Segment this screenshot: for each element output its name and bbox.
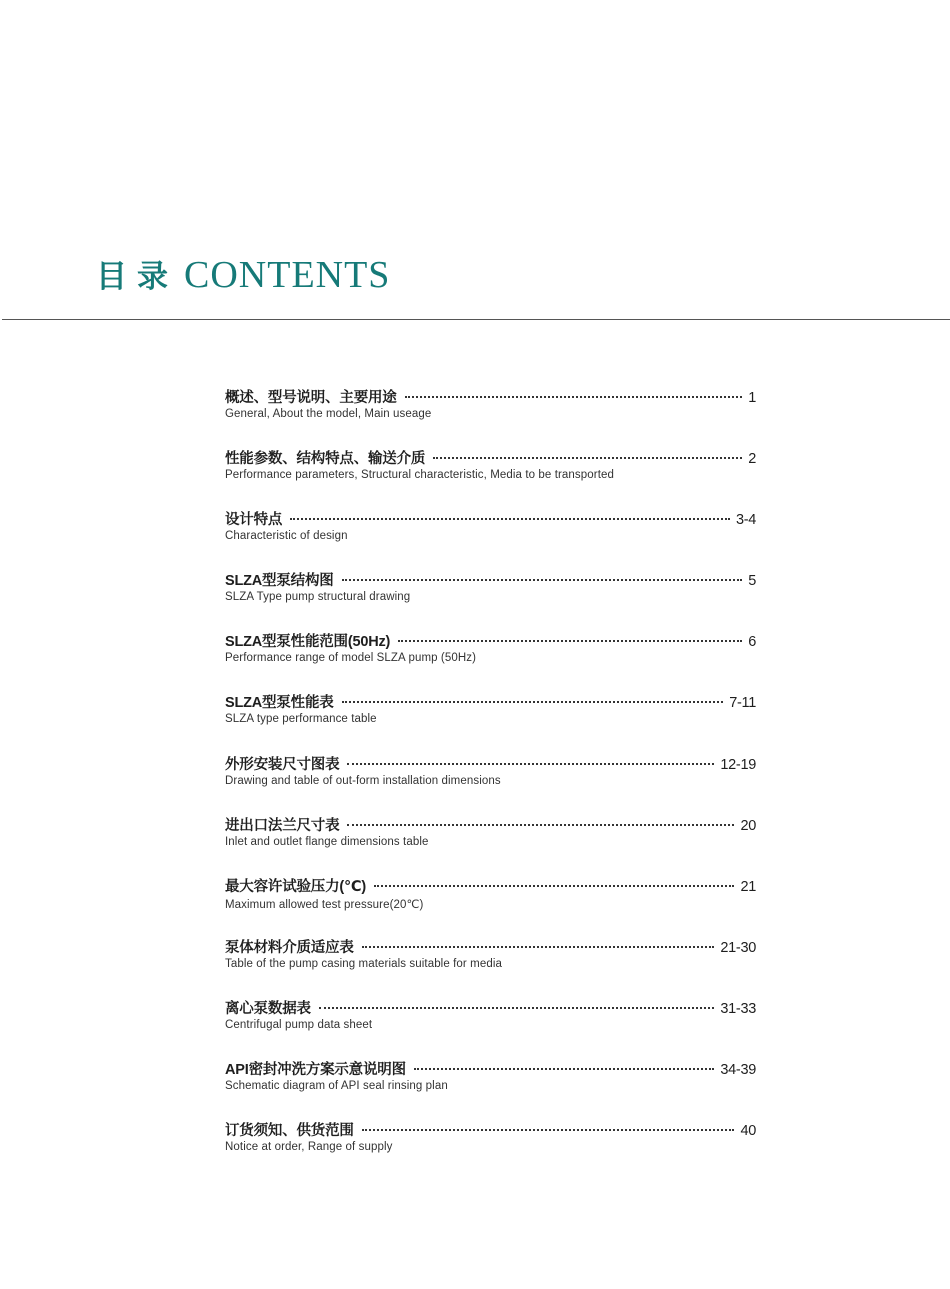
toc-entry[interactable] [225,386,756,447]
toc-entry[interactable] [225,508,756,569]
toc-entry-subtitle: Characteristic of design [225,530,348,543]
dot-leader [347,763,714,765]
table-of-contents [225,386,756,1180]
toc-entry-line [225,1119,756,1139]
dot-leader [362,1129,735,1131]
toc-entry-line [225,630,756,650]
toc-entry[interactable] [225,814,756,875]
dot-leader [342,579,743,581]
toc-entry-subtitle: Performance parameters, Structural characteristic, Media to be transported [225,469,614,482]
toc-entry-subtitle: General, About the model, Main useage [225,408,432,420]
toc-entry[interactable] [225,569,756,630]
toc-entry-subtitle: Table of the pump casing materials suitable for media [225,957,502,970]
toc-entry-title: 设计特点 [225,512,283,529]
toc-entry-subtitle: Notice at order, Range of supply [225,1141,393,1154]
dot-leader [347,824,734,826]
dot-leader [398,640,742,642]
toc-entry-subtitle: SLZA type performance table [225,713,377,726]
toc-entry-page-number: 21-30 [720,939,756,956]
toc-entry-page-number: 21 [740,878,756,895]
dot-leader [362,946,715,948]
toc-entry-line [225,814,756,834]
dot-leader [374,885,734,887]
toc-entry[interactable] [225,1119,756,1180]
toc-entry-page-number: 1 [748,390,756,406]
toc-entry-page-number: 40 [740,1123,756,1140]
toc-entry-title: API密封冲洗方案示意说明图 [225,1062,406,1079]
toc-entry-line [225,447,756,467]
toc-entry-title: 泵体材料介质适应表 [225,939,354,956]
toc-entry-title: 进出口法兰尺寸表 [225,817,340,834]
toc-entry-subtitle: Inlet and outlet flange dimensions table [225,835,429,848]
title-divider [2,319,950,320]
toc-entry[interactable] [225,691,756,752]
page-title-cn: 目录 [96,259,178,295]
toc-entry[interactable] [225,630,756,691]
toc-entry-line [225,1058,756,1078]
toc-entry-subtitle: Drawing and table of out-form installation dimensions [225,774,501,787]
toc-entry[interactable] [225,997,756,1058]
toc-entry-title: SLZA型泵性能表 [225,695,334,712]
dot-leader [414,1068,715,1070]
toc-entry-title: 性能参数、结构特点、输送介质 [225,451,426,468]
toc-entry-line [225,997,756,1017]
toc-entry-page-number: 5 [748,573,756,590]
dot-leader [342,701,724,703]
toc-entry-line [225,508,756,528]
toc-entry[interactable] [225,936,756,997]
toc-entry-page-number: 6 [748,634,756,651]
toc-entry[interactable] [225,1058,756,1119]
toc-entry-title: 外形安装尺寸图表 [225,756,340,773]
toc-entry-title: 最大容许试验压力(℃) [225,878,367,895]
toc-entry[interactable] [225,753,756,814]
toc-entry-page-number: 12-19 [720,756,756,773]
dot-leader [319,1007,715,1009]
toc-entry-subtitle: Performance range of model SLZA pump (50Hz) [225,652,477,665]
toc-entry-subtitle: Schematic diagram of API seal rinsing plan [225,1080,448,1093]
toc-entry-title: 订货须知、供货范围 [225,1123,354,1140]
toc-entry-line [225,691,756,711]
toc-entry-subtitle: SLZA Type pump structural drawing [225,591,411,604]
toc-entry-page-number: 31-33 [720,1000,756,1017]
toc-entry-line [225,753,756,773]
toc-entry-subtitle: Maximum allowed test pressure(20℃) [225,898,424,911]
toc-entry[interactable] [225,447,756,508]
dot-leader [433,457,742,459]
toc-entry-page-number: 34-39 [720,1062,756,1079]
toc-entry-title: 离心泵数据表 [225,1000,311,1017]
page-title [96,252,390,300]
toc-entry-subtitle: Centrifugal pump data sheet [225,1018,373,1031]
toc-entry-page-number: 20 [740,817,756,834]
dot-leader [405,396,743,398]
toc-entry-title: 概述、型号说明、主要用途 [225,390,397,406]
toc-entry-line [225,936,756,956]
toc-entry-page-number: 3-4 [735,512,756,529]
toc-entry-title: SLZA型泵结构图 [225,573,334,590]
toc-entry-page-number: 7-11 [729,695,756,712]
toc-entry-line [225,569,756,589]
page-title-en: CONTENTS [184,254,391,296]
toc-entry[interactable] [225,875,756,936]
toc-entry-line [225,386,756,406]
dot-leader [290,518,730,520]
toc-entry-title: SLZA型泵性能范围(50Hz) [225,634,391,651]
toc-entry-page-number: 2 [748,451,756,468]
toc-entry-line [225,875,756,895]
